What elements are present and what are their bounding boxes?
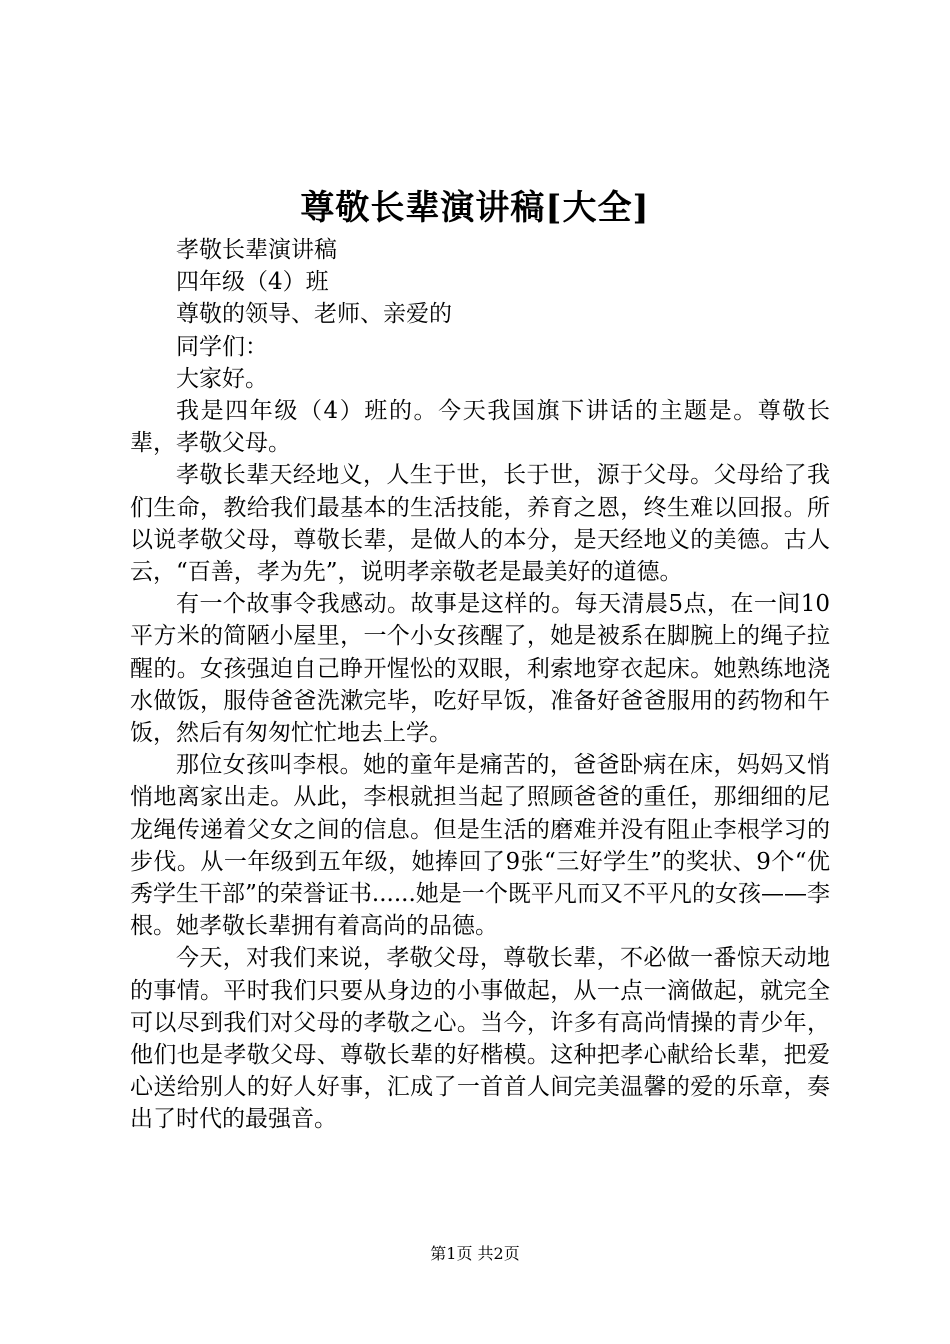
page-footer: 第1页 共2页 [430,1244,520,1263]
paragraph-greeting: 大家好。 [176,365,268,392]
paragraph-intro: 我是四年级（4）班的。今天我国旗下讲话的主题是。尊敬长辈，孝敬父母。 [130,398,830,457]
paragraph-body: 孝敬长辈天经地义，人生于世，长于世，源于父母。父母给了我们生命，教给我们最基本的生活技能，养育之恩，终生难以回报。所以说孝敬父母，尊敬长辈，是做人的本分，是天经地义的美德。古人云，“百善，孝为先”，说明孝亲敬老是最美好的道德。 [130,462,830,586]
paragraph-heading: 孝敬长辈演讲稿 [176,237,337,263]
document-title: 尊敬长辈演讲稿[大全] [300,188,650,228]
document-body [130,234,830,1136]
paragraph-salutation-cont: 同学们： [176,333,268,360]
paragraph-class: 四年级（4）班 [176,269,329,296]
paragraph-body: 今天，对我们来说，孝敬父母，尊敬长辈，不必做一番惊天动地的事情。平时我们只要从身边的小事做起，从一点一滴做起，就完全可以尽到我们对父母的孝敬之心。当今，许多有高尚情操的青少年，他们也是孝敬父母、尊敬长辈的好楷模。这种把孝心献给长辈，把爱心送给别人的好人好事，汇成了一首首人间完美温馨的爱的乐章，奏出了时代的最强音。 [130,945,830,1133]
paragraph-salutation: 尊敬的领导、老师、亲爱的 [176,301,452,328]
paragraph-body: 那位女孩叫李根。她的童年是痛苦的，爸爸卧病在床，妈妈又悄悄地离家出走。从此，李根就担当起了照顾爸爸的重任，那细细的尼龙绳传递着父女之间的信息。但是生活的磨难并没有阻止李根学习的步伐。从一年级到五年级，她捧回了9张“三好学生”的奖状、9个“优秀学生干部”的荣誉证书......她是一个既平凡而又不平凡的女孩——李根。她孝敬长辈拥有着高尚的品德。 [130,752,830,940]
paragraph-body: 有一个故事令我感动。故事是这样的。每天清晨5点，在一间10平方米的简陋小屋里，一个小女孩醒了，她是被系在脚腕上的绳子拉醒的。女孩强迫自己睁开惺忪的双眼，利索地穿衣起床。她熟练地浇水做饭，服侍爸爸洗漱完毕，吃好早饭，准备好爸爸服用的药物和午饭，然后有匆匆忙忙地去上学。 [130,591,830,747]
